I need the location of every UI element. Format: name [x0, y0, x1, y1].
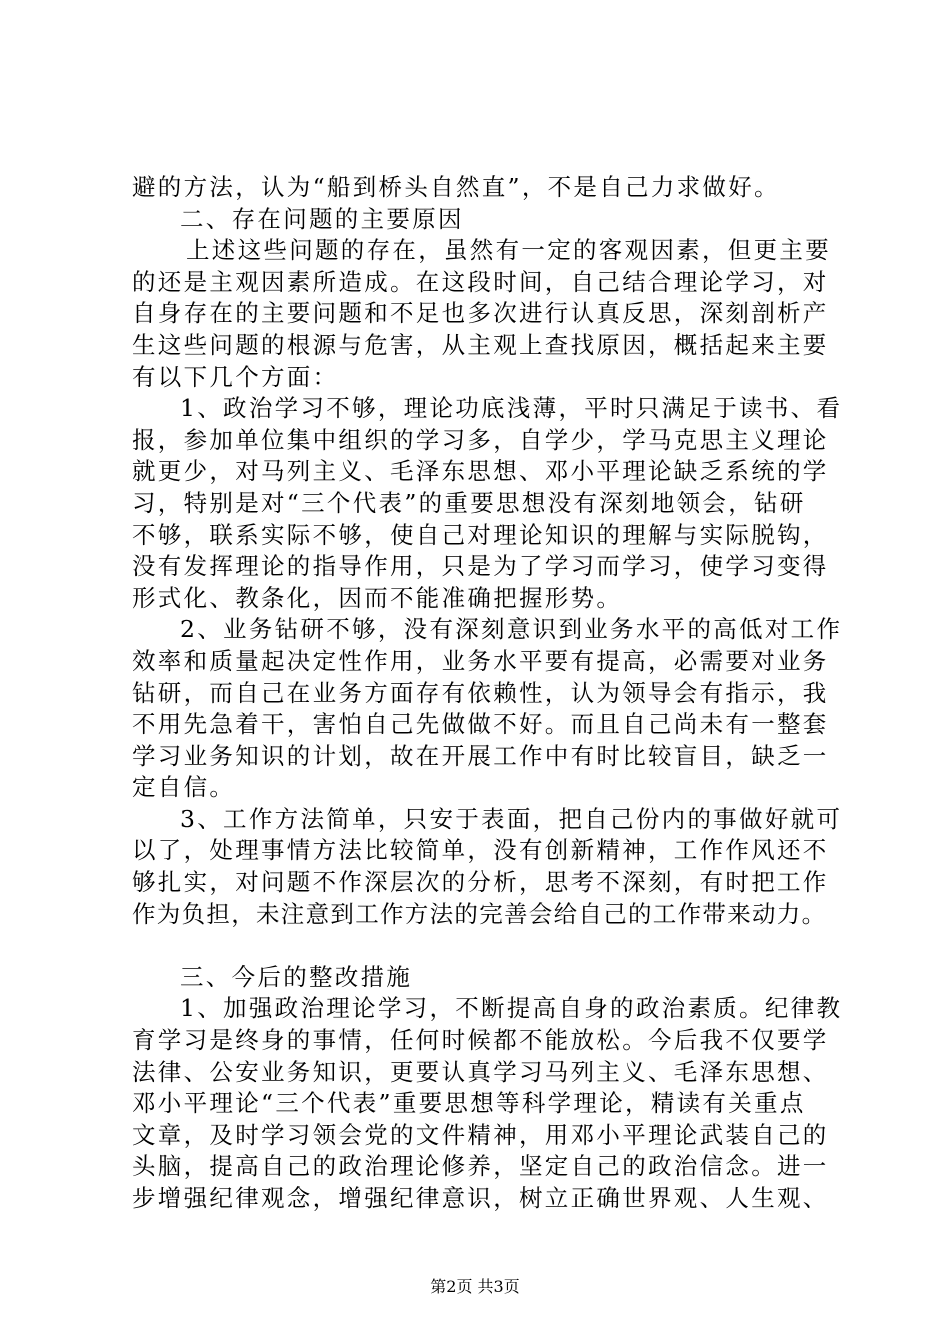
text-line: 的还是主观因素所造成。在这段时间，自己结合理论学习，对 [132, 267, 829, 296]
text-line: 2、业务钻研不够，没有深刻意识到业务水平的高低对工作 [180, 615, 843, 644]
section-heading: 三、今后的整改措施 [180, 962, 413, 991]
document-body [132, 172, 852, 1215]
text-line: 头脑，提高自己的政治理论修养，坚定自己的政治信念。进一 [132, 1152, 829, 1181]
text-line: 生这些问题的根源与危害，从主观上查找原因，概括起来主要 [132, 330, 829, 359]
text-line: 以了，处理事情方法比较简单，没有创新精神，工作作风还不 [132, 836, 829, 865]
text-line: 就更少，对马列主义、毛泽东思想、邓小平理论缺乏系统的学 [132, 457, 829, 486]
text-line: 步增强纪律观念，增强纪律意识，树立正确世界观、人生观、 [132, 1184, 829, 1212]
text-line: 够扎实，对问题不作深层次的分析，思考不深刻，有时把工作 [132, 868, 829, 897]
text-line: 邓小平理论“三个代表”重要思想等科学理论，精读有关重点 [132, 1089, 806, 1118]
blank-line [132, 930, 852, 962]
text-line: 自身存在的主要问题和不足也多次进行认真反思，深刻剖析产 [132, 299, 829, 328]
section-heading: 二、存在问题的主要原因 [180, 204, 464, 233]
text-line: 没有发挥理论的指导作用，只是为了学习而学习，使学习变得 [132, 552, 829, 581]
text-line: 有以下几个方面： [132, 362, 339, 391]
text-line: 作为负担，未注意到工作方法的完善会给自己的工作带来动力。 [132, 899, 827, 928]
text-line: 1、加强政治理论学习，不断提高自身的政治素质。纪律教 [180, 994, 843, 1023]
text-line: 形式化、教条化，因而不能准确把握形势。 [132, 583, 623, 612]
text-line: 效率和质量起决定性作用，业务水平要有提高，必需要对业务 [132, 646, 829, 675]
text-line: 法律、公安业务知识，更要认真学习马列主义、毛泽东思想、 [132, 1057, 829, 1086]
text-line: 育学习是终身的事情，任何时候都不能放松。今后我不仅要学 [132, 1026, 829, 1055]
text-line: 上述这些问题的存在，虽然有一定的客观因素，但更主要 [186, 236, 831, 265]
text-line: 文章，及时学习领会党的文件精神，用邓小平理论武装自己的 [132, 1120, 829, 1149]
text-line: 1、政治学习不够，理论功底浅薄，平时只满足于读书、看 [180, 394, 843, 423]
text-line: 避的方法，认为“船到桥头自然直”，不是自己力求做好。 [132, 173, 780, 201]
text-line: 钻研，而自己在业务方面存有依赖性，认为领导会有指示，我 [132, 678, 829, 707]
text-line: 定自信。 [132, 773, 236, 802]
page-number-footer: 第2页 共3页 [430, 1277, 520, 1296]
text-line: 不够，联系实际不够，使自己对理论知识的理解与实际脱钩， [132, 520, 829, 549]
text-line: 3、工作方法简单，只安于表面，把自己份内的事做好就可 [180, 804, 843, 833]
text-line: 习，特别是对“三个代表”的重要思想没有深刻地领会，钻研 [132, 488, 806, 517]
text-line: 不用先急着干，害怕自己先做做不好。而且自己尚未有一整套 [132, 710, 829, 739]
text-line: 学习业务知识的计划，故在开展工作中有时比较盲目，缺乏一 [132, 741, 829, 770]
text-line: 报，参加单位集中组织的学习多，自学少，学马克思主义理论 [132, 425, 829, 454]
